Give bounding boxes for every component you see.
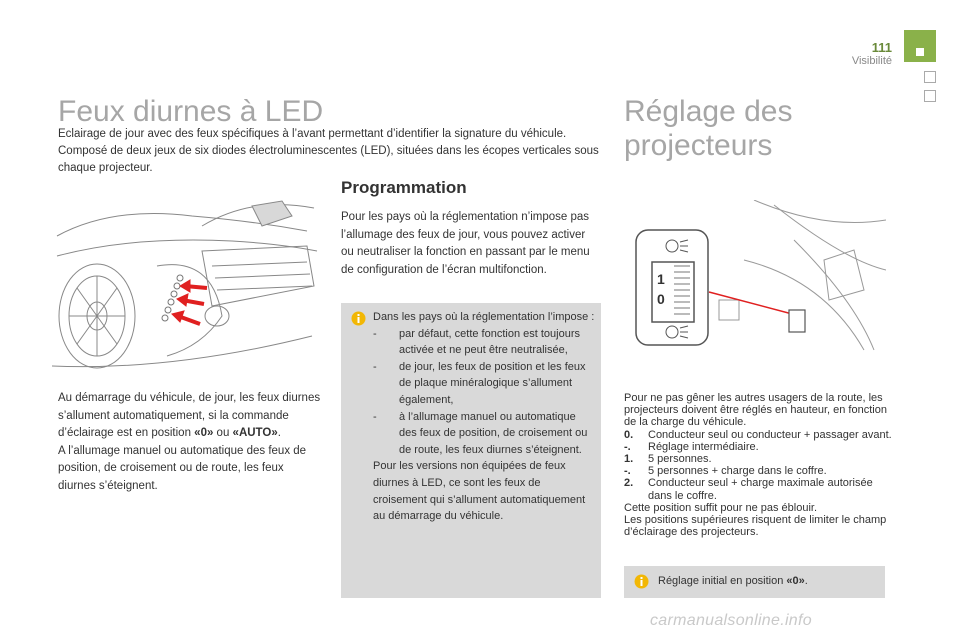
or-text: ou <box>213 427 233 439</box>
tab-dot-icon <box>916 48 924 56</box>
dial-label-1: 1 <box>657 271 665 287</box>
adjustment-outro-1: Cette position suffit pour ne pas éblouir. <box>624 501 818 514</box>
position-item: -. 5 personnes + charge dans le coffre. <box>624 465 827 478</box>
info-outro: Pour les versions non équipées de feux diurnes à LED, ce sont les feux de croisement qui s’allument automatiquement au démarrage du véhicule. <box>373 460 586 523</box>
list-item: - de jour, les feux de position et les feux de plaque minéralogique s’allument également, <box>373 360 586 406</box>
section-title-led: Feux diurnes à LED <box>58 95 324 128</box>
page-number: 111 <box>871 40 892 55</box>
page-marker-box <box>924 90 936 102</box>
adjustment-text <box>624 392 894 538</box>
led-intro-text: Eclairage de jour avec des feux spécifiques à l’avant permettant d’identifier la signature du véhicule. Composé de deux jeux de six diodes électroluminescentes (LED), situées dans les écopes verticales sous chaque projecteur. <box>58 128 599 174</box>
page-marker-box <box>924 71 936 83</box>
list-item: - par défaut, cette fonction est toujours activée et ne peut être neutralisée, <box>373 327 581 357</box>
programming-text: Pour les pays où la réglementation n’impose pas l’allumage des feux de jour, vous pouvez activer ou neutraliser la fonction en passant par le menu de configuration de l’écran multifonction. <box>341 211 590 276</box>
position-item: 1. 5 personnes. <box>624 453 712 466</box>
info-box <box>341 303 601 598</box>
position-item: 0. Conducteur seul ou conducteur + passager avant. <box>624 428 892 441</box>
info-content <box>373 309 595 525</box>
programming-title: Programmation <box>341 178 467 197</box>
adjustment-outro-2: Les positions supérieures risquent de limiter le champ d’éclairage des projecteurs. <box>624 514 887 539</box>
position-item: 2. Conducteur seul + charge maximale autorisée dans le coffre. <box>624 477 873 502</box>
adjustment-intro: Pour ne pas gêner les autres usagers de la route, les projecteurs doivent être réglés en hauteur, en fonction de la charge du véhicule. <box>624 392 887 429</box>
section-title-adjustment: Réglage des projecteurs <box>624 95 793 162</box>
section-tab <box>904 30 936 62</box>
dial-label-0: 0 <box>657 291 665 307</box>
section-name: Visibilité <box>851 55 892 67</box>
position-item: -. Réglage intermédiaire. <box>624 440 759 453</box>
watermark: carmanualsonline.info <box>650 612 812 629</box>
position-auto-label: «AUTO» <box>232 427 278 439</box>
initial-setting-text: Réglage initial en position «0». <box>658 575 808 587</box>
info-icon <box>634 574 649 589</box>
period-text: . <box>277 427 281 439</box>
info-box-initial-setting <box>624 566 885 598</box>
position-0-label: «0» <box>194 427 214 439</box>
info-intro: Dans les pays où la réglementation l’impose : <box>373 311 595 323</box>
car-front-illustration <box>52 196 322 376</box>
headlamp-adjuster-illustration <box>624 200 886 355</box>
led-body-part2: A l’allumage manuel ou automatique des feux de position, de croisement ou de route, les feux diurnes s’éteignent. <box>58 444 307 492</box>
list-item: - à l’allumage manuel ou automatique des feux de position, de croisement ou de route, les feux diurnes s’éteignent. <box>373 410 588 456</box>
info-icon <box>351 311 366 326</box>
led-body-text <box>58 390 323 495</box>
led-body-part1: Au démarrage du véhicule, de jour, les feux diurnes s’allument automatiquement, si la commande d’éclairage est en position <box>58 392 321 439</box>
